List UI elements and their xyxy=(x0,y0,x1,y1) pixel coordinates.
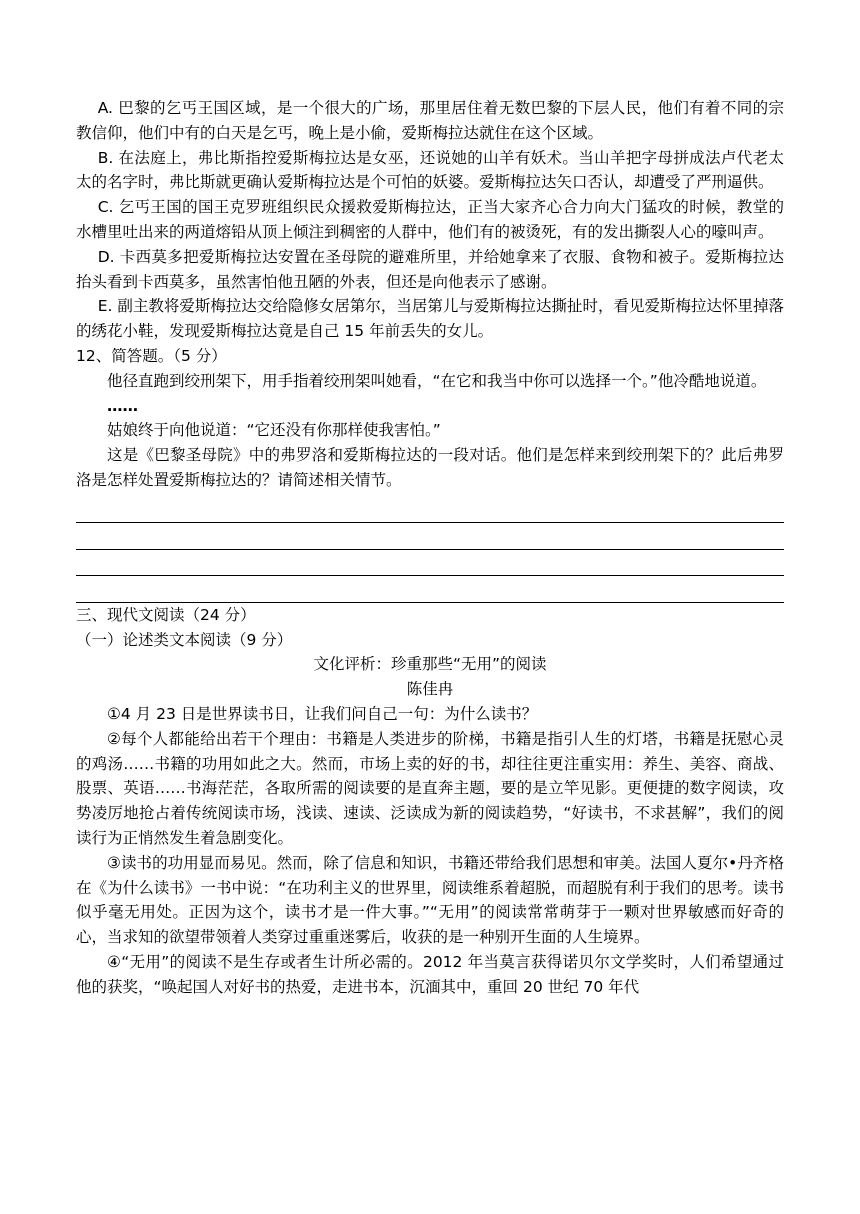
q12-ellipsis: …… xyxy=(107,396,138,415)
option-d: D. 卡西莫多把爱斯梅拉达安置在圣母院的避难所里，并给她拿来了衣服、食物和被子。爱斯梅拉达抬头看到卡西莫多，虽然害怕他丑陋的外表，但还是向他表示了感谢。 xyxy=(76,247,784,291)
answer-line[interactable] xyxy=(76,497,784,524)
article-author: 陈佳冉 xyxy=(406,680,454,699)
answer-line[interactable] xyxy=(76,523,784,550)
option-a: A. 巴黎的乞丐王国区域，是一个很大的广场，那里居住着无数巴黎的下层人民，他们有着不同的宗教信仰，他们中有的白天是乞丐，晚上是小偷，爱斯梅拉达就住在这个区域。 xyxy=(76,99,784,142)
article-paragraph-3: ③读书的功用显而易见。然而，除了信息和知识，书籍还带给我们思想和审美。法国人夏尔•丹齐格在《为什么读书》一书中说：“在功利主义的世界里，阅读维系着超脱，而超脱有利于我们的思考。读书似乎毫无用处。正因为这个，读书才是一件大事。”“无用”的阅读常常萌芽于一颗对世界敏感而好奇的心，当求知的欲望带领着人类穿过重重迷雾后，收获的是一种别开生面的人生境界。 xyxy=(76,853,784,947)
q12-quote-1: 他径直跑到绞刑架下，用手指着绞刑架叫她看，“在它和我当中你可以选择一个。”他冷酷地说道。 xyxy=(107,371,767,390)
article-paragraph-1: ①4 月 23 日是世界读书日，让我们问自己一句：为什么读书？ xyxy=(107,704,538,723)
answer-lines[interactable] xyxy=(76,497,784,603)
section-heading: 三、现代文阅读（24 分） xyxy=(76,605,256,624)
answer-line[interactable] xyxy=(76,576,784,603)
q12-heading: 12、简答题。（5 分） xyxy=(76,346,227,365)
q12-question: 这是《巴黎圣母院》中的弗罗洛和爱斯梅拉达的一段对话。他们是怎样来到绞刑架下的？此后弗罗洛是怎样处置爱斯梅拉达的？请简述相关情节。 xyxy=(76,446,784,489)
option-c: C. 乞丐王国的国王克罗班组织民众援救爱斯梅拉达，正当大家齐心合力向大门猛攻的时候，教堂的水槽里吐出来的两道熔铅从顶上倾注到稠密的人群中，他们有的被烫死，有的发出撕裂人心的嚎叫声。 xyxy=(76,198,784,241)
article-title: 文化评析：珍重那些“无用”的阅读 xyxy=(313,655,547,674)
exam-page xyxy=(76,96,784,1000)
article-paragraph-4: ④“无用”的阅读不是生存或者生计所必需的。2012 年当莫言获得诺贝尔文学奖时，人们希望通过他的获奖，“唤起国人对好书的热爱，走进书本，沉湎其中，重回 20 世纪 70 年代 xyxy=(76,952,784,996)
q12-quote-2: 姑娘终于向他说道：“它还没有你那样使我害怕。” xyxy=(107,421,441,440)
option-b: B. 在法庭上，弗比斯指控爱斯梅拉达是女巫，还说她的山羊有妖术。当山羊把字母拼成法卢代老太太的名字时，弗比斯就更确认爱斯梅拉达是个可怕的妖婆。爱斯梅拉达矢口否认，却遭受了严刑逼供。 xyxy=(76,148,784,192)
answer-line[interactable] xyxy=(76,550,784,577)
article-paragraph-2: ②每个人都能给出若干个理由：书籍是人类进步的阶梯，书籍是指引人生的灯塔，书籍是抚慰心灵的鸡汤……书籍的功用如此之大。然而，市场上卖的好的书，却往往更注重实用：养生、美容、商战、股票、英语……书海茫茫，各取所需的阅读要的是直奔主题，要的是立竿见影。更便捷的数字阅读，攻势凌厉地抢占着传统阅读市场，浅读、速读、泛读成为新的阅读趋势，“好读书，不求甚解”，我们的阅读行为正悄然发生着急剧变化。 xyxy=(76,729,784,847)
option-e: E. 副主教将爱斯梅拉达交给隐修女居第尔，当居第儿与爱斯梅拉达撕扯时，看见爱斯梅拉达怀里掉落的绣花小鞋，发现爱斯梅拉达竟是自己 15 年前丢失的女儿。 xyxy=(76,297,784,341)
subsection-heading: （一）论述类文本阅读（9 分） xyxy=(76,630,293,649)
